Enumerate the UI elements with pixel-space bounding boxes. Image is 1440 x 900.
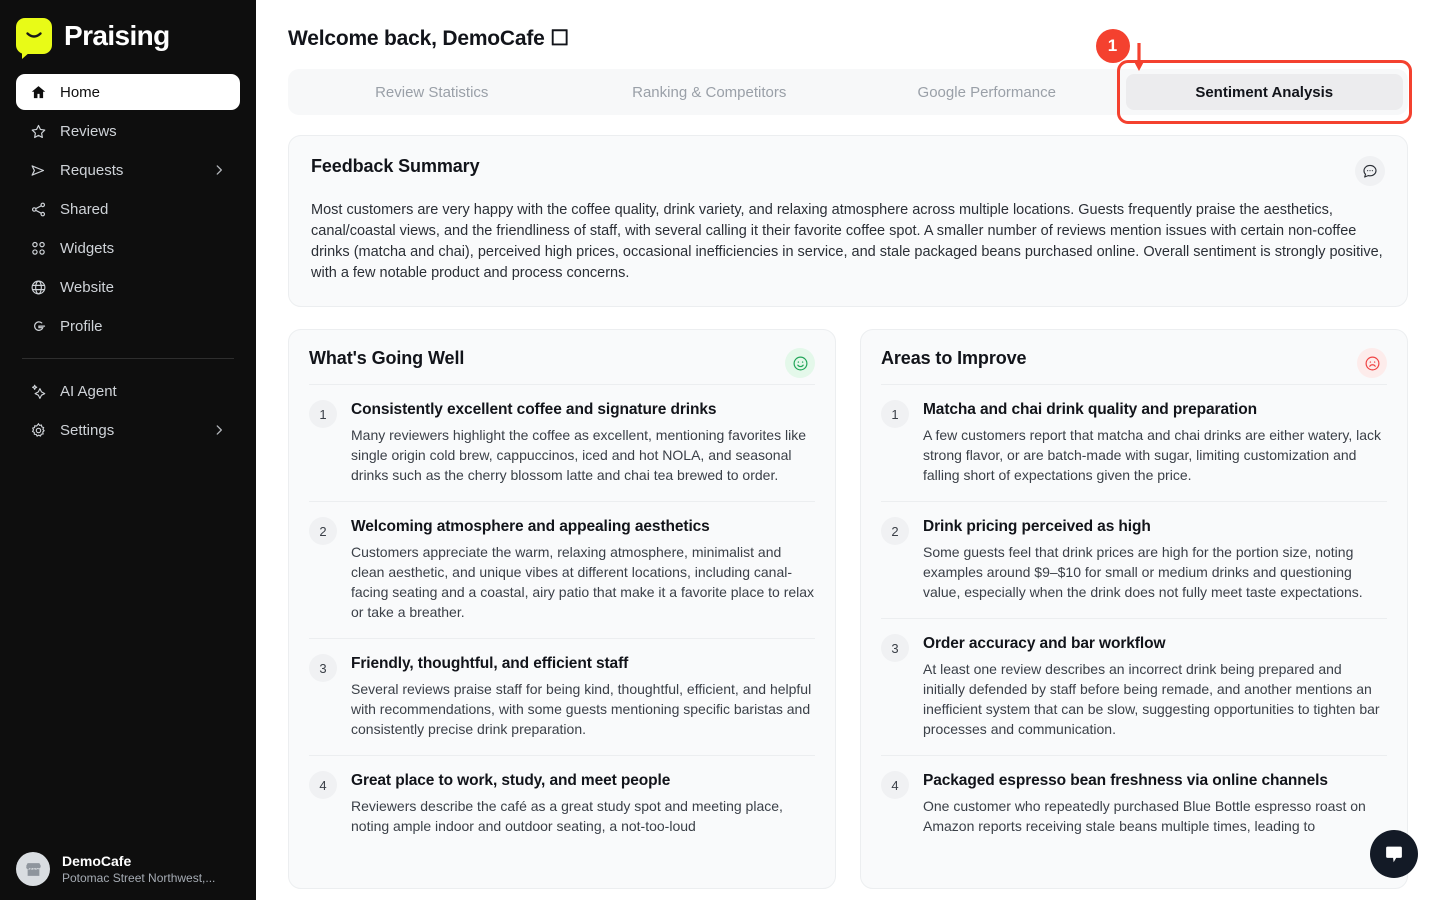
feedback-summary-title: Feedback Summary: [311, 156, 480, 176]
send-icon: [30, 162, 47, 179]
sidebar-item-website[interactable]: [16, 269, 240, 305]
page-title: Welcome back, DemoCafe ☐: [288, 27, 569, 50]
list-item: [881, 755, 1387, 852]
tab-review-statistics[interactable]: Review Statistics: [375, 83, 489, 101]
home-icon: [30, 84, 47, 101]
account-name: DemoCafe: [62, 852, 132, 869]
areas-to-improve-card: [860, 329, 1408, 889]
speech-bubble-smile-icon: [16, 18, 52, 54]
list-item-title: Welcoming atmosphere and appealing aesthetics: [351, 518, 710, 535]
sidebar-item-label: Reviews: [60, 122, 117, 140]
list-item-title: Packaged espresso bean freshness via online channels: [923, 772, 1328, 789]
sidebar-item-widgets[interactable]: [16, 230, 240, 266]
areas-to-improve-column: [860, 329, 1408, 889]
account-switcher[interactable]: [16, 852, 240, 886]
sidebar-item-label: Website: [60, 278, 114, 296]
sidebar-item-reviews[interactable]: [16, 113, 240, 149]
sidebar-item-shared[interactable]: [16, 191, 240, 227]
chevron-right-icon: [212, 423, 226, 437]
list-item-description: Customers appreciate the warm, relaxing atmosphere, minimalist and clean aesthetic, and unique vibes at different locations, including canal-facing seating and a coastal, airy patio that make it a favorite place to relax or take a breather.: [351, 544, 815, 620]
feedback-summary-header: [311, 156, 1385, 186]
tab-google-performance[interactable]: Google Performance: [917, 83, 1056, 101]
list-item-body: [351, 770, 815, 836]
rank-badge: 1: [881, 400, 909, 428]
sidebar-item-label: Settings: [60, 421, 115, 439]
chat-widget-button[interactable]: [1370, 830, 1418, 878]
chat-bubble-dots-icon[interactable]: [1355, 156, 1385, 186]
sidebar-item-label: Profile: [60, 317, 103, 335]
annotation-step-badge: 1: [1096, 29, 1130, 63]
insights-columns: [288, 329, 1408, 889]
list-item-title: Matcha and chai drink quality and preparation: [923, 401, 1257, 418]
list-item-body: [351, 399, 815, 485]
chat-bubble-icon: [1383, 843, 1405, 865]
list-item: [881, 384, 1387, 501]
main-content: [256, 0, 1440, 900]
account-address: Potomac Street Northwest,...: [62, 870, 216, 885]
sidebar-item-ai-agent[interactable]: [16, 373, 240, 409]
sidebar-divider: [22, 358, 234, 359]
sidebar-item-requests[interactable]: [16, 152, 240, 188]
list-item-description: One customer who repeatedly purchased Blue Bottle espresso roast on Amazon reports receiving stale beans multiple times, leading to: [923, 798, 1366, 834]
tab-ranking-competitors[interactable]: Ranking & Competitors: [632, 83, 787, 101]
going-well-card: [288, 329, 836, 889]
sidebar-item-label: Shared: [60, 200, 109, 218]
list-item-description: Reviewers describe the café as a great study spot and meeting place, noting ample indoor and outdoor seating, a not-too-loud: [351, 798, 783, 834]
sidebar-item-home[interactable]: [16, 74, 240, 110]
chevron-right-icon: [212, 163, 226, 177]
star-icon: [30, 123, 47, 140]
feedback-summary-card: [288, 135, 1408, 307]
list-item-body: [351, 516, 815, 622]
sidebar-item-label: AI Agent: [60, 382, 117, 400]
going-well-title: What's Going Well: [309, 348, 465, 368]
list-item-body: [923, 516, 1387, 602]
list-item-title: Friendly, thoughtful, and efficient staff: [351, 655, 629, 672]
rank-badge: 3: [881, 634, 909, 662]
list-item-title: Order accuracy and bar workflow: [923, 635, 1166, 652]
globe-icon: [30, 279, 47, 296]
list-item-title: Consistently excellent coffee and signature drinks: [351, 401, 717, 418]
rank-badge: 4: [881, 771, 909, 799]
tab-sentiment-analysis-wrapper: [1107, 36, 1404, 110]
list-item-title: Great place to work, study, and meet people: [351, 772, 671, 789]
going-well-column: [288, 329, 836, 889]
sidebar-item-label: Widgets: [60, 239, 115, 257]
account-info: [62, 853, 215, 886]
rank-badge: 3: [309, 654, 337, 682]
list-item-description: Some guests feel that drink prices are high for the portion size, noting examples around $9–$10 for small or medium drinks and questioning value, especially when the drink does not fully meet taste expectations.: [923, 544, 1363, 600]
list-item-body: [923, 633, 1387, 739]
list-item: [881, 618, 1387, 755]
list-item-description: Several reviews praise staff for being kind, thoughtful, efficient, and helpful with recommendations, with some guests mentioning specific baristas and consistently precise drink preparation.: [351, 681, 812, 737]
areas-to-improve-title: Areas to Improve: [881, 348, 1027, 368]
avatar: [16, 852, 50, 886]
list-item-body: [923, 399, 1387, 485]
list-item: [309, 384, 815, 501]
sparkles-icon: [30, 383, 47, 400]
list-item-description: Many reviewers highlight the coffee as excellent, mentioning favorites like single origin cold brew, cappuccinos, iced and hot NOLA, and seasonal drinks such as the cherry blossom latte and chai tea brewed to order.: [351, 427, 806, 483]
rank-badge: 4: [309, 771, 337, 799]
tab-sentiment-analysis[interactable]: Sentiment Analysis: [1126, 74, 1404, 110]
going-well-header: [309, 348, 815, 378]
rank-badge: 1: [309, 400, 337, 428]
list-item: [309, 638, 815, 755]
share-icon: [30, 201, 47, 218]
widgets-icon: [30, 240, 47, 257]
list-item-description: A few customers report that matcha and chai drinks are either watery, lack strong flavor, or are batch-made with sugar, limiting customization and falling short of expectations given the price.: [923, 427, 1382, 483]
sidebar-nav: [16, 74, 240, 448]
sidebar-item-profile[interactable]: [16, 308, 240, 344]
list-item-title: Drink pricing perceived as high: [923, 518, 1151, 535]
list-item: [309, 755, 815, 852]
frowning-face-icon: [1357, 348, 1387, 378]
rank-badge: 2: [309, 517, 337, 545]
gear-icon: [30, 422, 47, 439]
list-item-body: [351, 653, 815, 739]
smiley-face-icon: [785, 348, 815, 378]
sidebar-item-label: Requests: [60, 161, 124, 179]
list-item: [309, 501, 815, 638]
brand-name: Praising: [64, 20, 170, 51]
feedback-summary-text: Most customers are very happy with the coffee quality, drink variety, and relaxing atmosphere across multiple locations. Guests frequently praise the aesthetics, canal/coastal views, and the friendliness of staff, with several calling it their favorite coffee spot. A smaller number of reviews mention issues with certain non-coffee drinks (matcha and chai), perceived high prices, occasional inefficiencies in service, and stale packaged beans purchased online. Overall sentiment is strongly positive, with a few notable product and process concerns.: [311, 202, 1383, 281]
sidebar-item-label: Home: [60, 83, 101, 101]
sidebar-item-settings[interactable]: [16, 412, 240, 448]
brand[interactable]: [16, 0, 240, 74]
google-g-icon: [30, 318, 47, 335]
list-item: [881, 501, 1387, 618]
rank-badge: 2: [881, 517, 909, 545]
list-item-body: [923, 770, 1387, 836]
list-item-description: At least one review describes an incorrect drink being prepared and initially defended by staff before being remade, and another mentions an inefficient system that can be slow, suggesting opportunities to tighten bar processes and communication.: [923, 661, 1380, 737]
sidebar: [0, 0, 256, 900]
areas-to-improve-header: [881, 348, 1387, 378]
